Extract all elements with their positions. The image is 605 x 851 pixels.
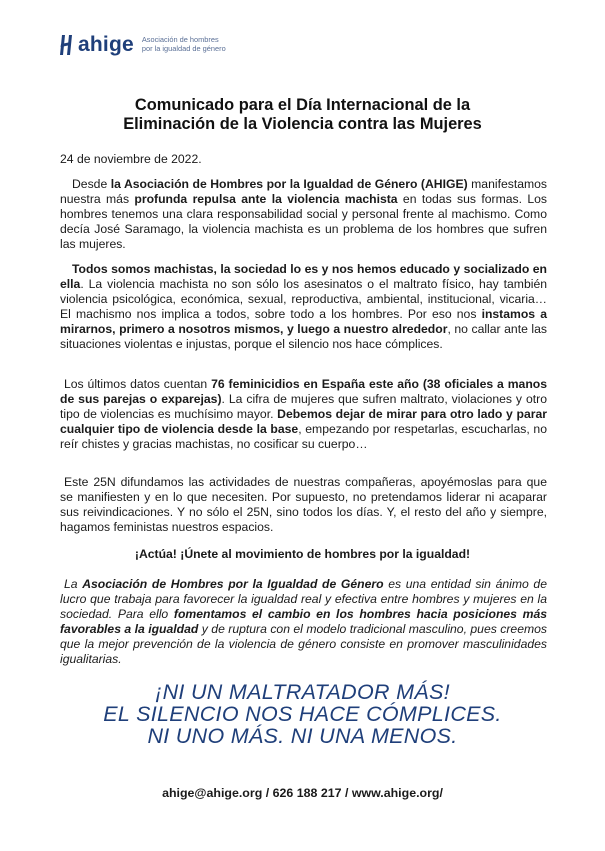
p5-segment-0: La: [64, 577, 83, 591]
p5-segment-2: es una entidad sin ánimo de lucro que trabaja para favorecer la igualdad real y efectiva entre hombres y mujeres en la sociedad. Para ello: [60, 577, 547, 621]
ahige-logo-icon: [58, 34, 74, 56]
paragraph-2: [60, 262, 547, 351]
p1-segment-1: la Asociación de Hombres por la Igualdad de Género (AHIGE): [110, 177, 468, 191]
header: [58, 32, 232, 58]
document-title: [60, 96, 545, 134]
p4-segment-0: Este 25N difundamos las actividades de nuestras compañeras, apoyémoslas para que se manifiesten y en lo que necesiten. Por supuesto, no pretendamos liderar ni acaparar sus reivindicaciones. Y no sólo el 25N, sino todos los días. Y, el resto del año y siempre, hagamos feministas nuestros espacios.: [60, 475, 547, 534]
brand-tagline-line-1: Asociación de hombres: [141, 35, 219, 45]
p1-segment-0: Desde: [72, 177, 111, 191]
paragraph-4: [60, 475, 547, 535]
p5-segment-3: fomentamos el cambio en los hombres hacia posiciones más favorables a la igualdad: [60, 606, 548, 636]
slogan-line-3: NI UNO MÁS. NI UNA MENOS.: [147, 724, 458, 748]
p5-segment-1: Asociación de Hombres por la Igualdad de Género: [82, 577, 384, 591]
p2-segment-1: . La violencia machista no son sólo los asesinatos o el maltrato físico, hay también violencia psicológica, económica, sexual, reproductiva, ambiental, institucional, vicaria… El machismo nos implica a todos, sobre todo a los hombres. Por eso nos: [60, 276, 547, 321]
p3-segment-1: 76 feminicidios en España este año (38 oficiales a manos de sus parejas o exparejas): [60, 377, 547, 406]
p5-segment-4: y de ruptura con el modelo tradicional masculino, pues creemos que la mejor prevención de la violencia de género consiste en promover masculinidades igualitarias.: [60, 621, 547, 666]
paragraph-3: [60, 377, 547, 452]
p3-segment-0: Los últimos datos cuentan: [64, 377, 212, 391]
paragraph-1: [60, 177, 547, 252]
paragraph-about: [60, 577, 547, 666]
p2-segment-0: Todos somos machistas, la sociedad lo es y nos hemos educado y socializado en ella: [60, 262, 547, 291]
p1-segment-4: en todas sus formas. Los hombres tenemos una clara responsabilidad social y personal frente al machismo. Como decía José Saramago, la violencia machista es un problema de los hombres que sufren las mujeres.: [60, 191, 547, 251]
slogan-line-2: EL SILENCIO NOS HACE CÓMPLICES.: [103, 702, 502, 726]
contact-info: ahige@ahige.org / 626 188 217 / www.ahige.org/: [162, 786, 443, 800]
p3-segment-4: , empezando por respetarlas, escucharlas, no reír chistes y gracias machistas, no cosificar su cuerpo…: [60, 421, 547, 451]
p3-segment-2: . La cifra de mujeres que sufren maltrato, violaciones y otro tipo de violencias es muchísimo mayor.: [60, 391, 547, 421]
p3-segment-3: Debemos dejar de mirar para otro lado y parar cualquier tipo de violencia desde la base: [60, 406, 547, 436]
document-date: 24 de noviembre de 2022.: [60, 152, 202, 166]
call-to-action: ¡Actúa! ¡Únete al movimiento de hombres por la igualdad!: [134, 547, 471, 561]
brand-tagline: [142, 36, 232, 53]
slogan-line-1: ¡NI UN MALTRATADOR MÁS!: [155, 680, 450, 704]
p1-segment-3: profunda repulsa ante la violencia machista: [134, 191, 398, 206]
brand-tagline-line-2: por la igualdad de género: [141, 44, 226, 53]
brand-name: ahige: [78, 33, 134, 56]
slogan: [60, 681, 545, 747]
document-title-line-2: Eliminación de la Violencia contra las Mujeres: [123, 115, 482, 133]
p1-segment-2: manifestamos nuestra más: [60, 177, 548, 206]
p2-segment-3: , no callar ante las situaciones violentas e injustas, porque el silencio nos hace cómplices.: [60, 321, 547, 351]
p2-segment-2: instamos a mirarnos, primero a nosotros mismos, y luego a nuestro alrededor: [60, 306, 548, 336]
document-title-line-1: Comunicado para el Día Internacional de la: [134, 96, 471, 114]
